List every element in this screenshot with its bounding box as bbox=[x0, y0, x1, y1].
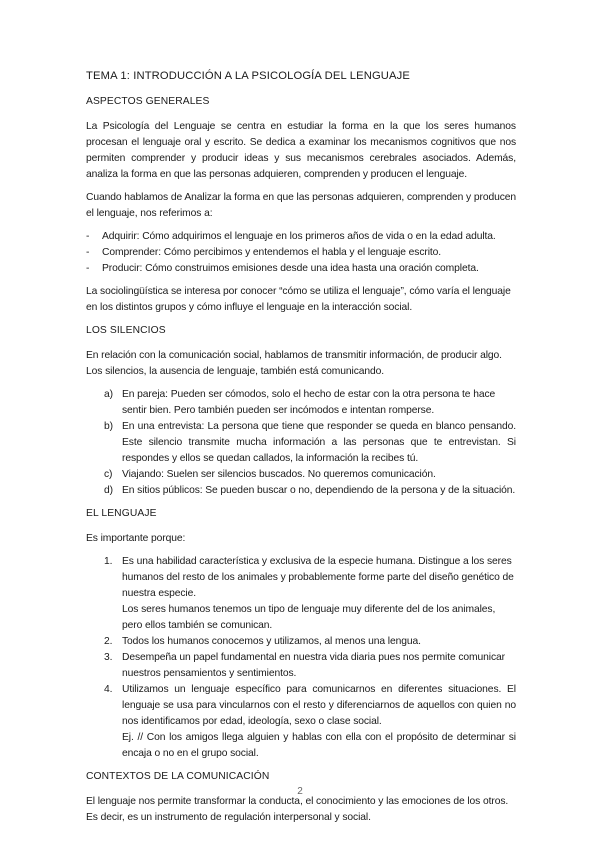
list-item bbox=[86, 467, 516, 483]
list-item: - Adquirir: Cómo adquirimos el lenguaje en los primeros años de vida o en la edad adulta. bbox=[86, 229, 516, 245]
list-item bbox=[86, 650, 516, 682]
list-item bbox=[86, 634, 516, 650]
list-item bbox=[86, 483, 516, 499]
dash-list bbox=[86, 229, 516, 277]
heading-el-lenguaje: EL LENGUAJE bbox=[86, 508, 157, 519]
lettered-list bbox=[86, 387, 516, 499]
page-content bbox=[86, 68, 516, 833]
paragraph: El lenguaje nos permite transformar la conducta, el conocimiento y las emociones de los otros. Es decir, es un instrumento de regulación interpersonal y social. bbox=[86, 796, 509, 823]
list-item bbox=[86, 554, 516, 634]
list-marker: 4. bbox=[104, 684, 113, 695]
list-item bbox=[86, 419, 516, 467]
page-title: TEMA 1: INTRODUCCIÓN A LA PSICOLOGÍA DEL LENGUAJE bbox=[86, 70, 410, 82]
list-item-text: Viajando: Suelen ser silencios buscados. No queremos comunicación. bbox=[122, 469, 436, 480]
list-item: - Producir: Cómo construimos emisiones desde una idea hasta una oración completa. bbox=[86, 261, 516, 277]
heading-los-silencios: LOS SILENCIOS bbox=[86, 325, 166, 336]
list-item bbox=[86, 387, 516, 419]
list-marker: d) bbox=[104, 485, 113, 496]
paragraph: Es importante porque: bbox=[86, 533, 186, 544]
list-item-note: Ej. // Con los amigos llega alguien y hablas con ella con el propósito de determinar si encaja o no en el grupo social. bbox=[122, 732, 516, 759]
paragraph: La sociolingüística se interesa por conocer “cómo se utiliza el lenguaje”, cómo varía el lenguaje en los distintos grupos y cómo influye el lenguaje en la interacción social. bbox=[86, 286, 511, 313]
page-number: 2 bbox=[297, 786, 303, 797]
numbered-list bbox=[86, 554, 516, 762]
list-item-text: Desempeña un papel fundamental en nuestra vida diaria pues nos permite comunicar nuestros pensamientos y sentimientos. bbox=[122, 652, 505, 679]
paragraph: En relación con la comunicación social, hablamos de transmitir información, de producir algo. Los silencios, la ausencia de lenguaje, también está comunicando. bbox=[86, 350, 502, 377]
list-item-text: En una entrevista: La persona que tiene que responder se queda en blanco pensando. Este silencio transmite mucha información a las personas que te entrevistan. Si respondes y ellos se quedan callados, la información la recibes tú. bbox=[122, 421, 516, 464]
list-item-text: En sitios públicos: Se pueden buscar o no, dependiendo de la persona y de la situación. bbox=[122, 485, 516, 496]
list-marker: c) bbox=[104, 469, 113, 480]
list-marker: 3. bbox=[104, 652, 113, 663]
list-item-text: Es una habilidad característica y exclusiva de la especie humana. Distingue a los seres humanos del resto de los animales y probablemente forme parte del diseño genético de nuestra especie. bbox=[122, 556, 514, 599]
list-item-text: En pareja: Pueden ser cómodos, solo el hecho de estar con la otra persona te hace sentir bien. Pero también pueden ser incómodos e intentan romperse. bbox=[122, 389, 496, 416]
list-marker: a) bbox=[104, 389, 113, 400]
paragraph: La Psicología del Lenguaje se centra en estudiar la forma en la que los seres humanos procesan el lenguaje oral y escrito. Se dedica a examinar los mecanismos cognitivos que nos permiten comprender y producir ideas y sus mecanismos cerebrales asociados. Además, analiza la forma en que las personas adquieren, comprenden y producen el lenguaje. bbox=[86, 121, 516, 180]
list-item-text: Todos los humanos conocemos y utilizamos, al menos una lengua. bbox=[122, 636, 421, 647]
list-marker: 2. bbox=[104, 636, 113, 647]
heading-contextos-comunicacion: CONTEXTOS DE LA COMUNICACIÓN bbox=[86, 771, 270, 782]
list-item-text: Utilizamos un lenguaje específico para comunicarnos en diferentes situaciones. El lenguaje se usa para vincularnos con el resto y diferenciarnos de aquellos con quien no nos identificamos por edad, ideología, sexo o clase social. bbox=[122, 684, 516, 727]
paragraph: Cuando hablamos de Analizar la forma en que las personas adquieren, comprenden y producen el lenguaje, nos referimos a: bbox=[86, 192, 516, 219]
list-item bbox=[86, 682, 516, 762]
heading-aspectos-generales: ASPECTOS GENERALES bbox=[86, 96, 210, 107]
list-item: - Comprender: Cómo percibimos y entendemos el habla y el lenguaje escrito. bbox=[86, 245, 516, 261]
list-marker: b) bbox=[104, 421, 113, 432]
list-item-note: Los seres humanos tenemos un tipo de lenguaje muy diferente del de los animales, pero ellos también se comunican. bbox=[122, 604, 496, 631]
list-marker: 1. bbox=[104, 556, 113, 567]
